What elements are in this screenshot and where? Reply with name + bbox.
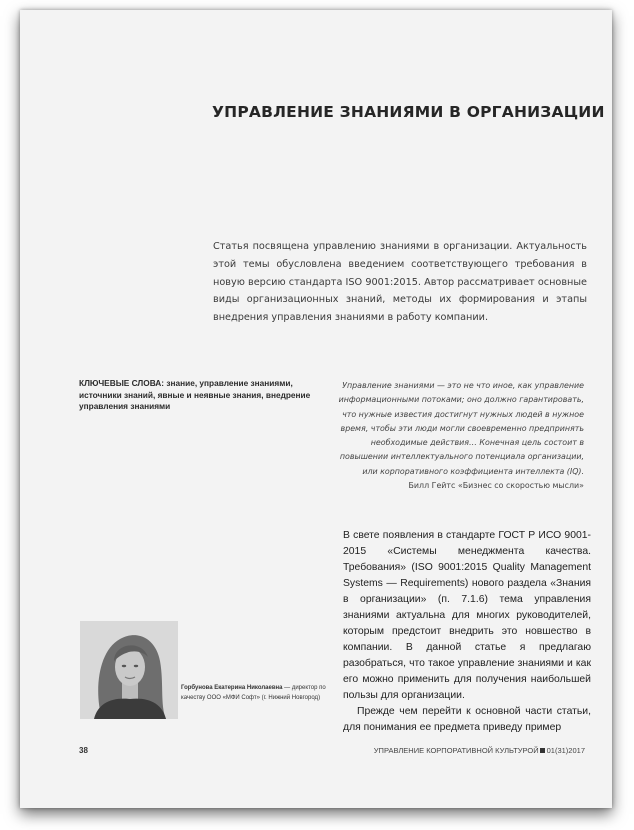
author-caption bbox=[181, 684, 331, 703]
article-body bbox=[343, 528, 591, 736]
epigraph-attribution: Билл Гейтс «Бизнес со скоростью мысли» bbox=[408, 481, 584, 491]
journal-name: УПРАВЛЕНИЕ КОРПОРАТИВНОЙ КУЛЬТУРОЙ bbox=[373, 746, 539, 755]
epigraph-quote: Управление знаниями — это не что иное, как управление информационными потоками; оно должно гарантировать, что нужные известия достигнут нужных людей в нужное время, чтобы эти люди могли своевременно предпринять необходимые действия… Конечная цель состоит в повышении интеллектуального потенциала организации, или корпоративного коэффициента интеллекта (IQ). bbox=[338, 381, 584, 476]
issue-number: 01(31)2017 bbox=[546, 746, 585, 755]
author-role: — директор по качеству ООО «МФИ Софт» (г. Нижний Новгород) bbox=[181, 685, 326, 701]
body-paragraph: Прежде чем перейти к основной части статьи, для понимания ее предмета приведу пример bbox=[343, 706, 591, 733]
epigraph bbox=[338, 379, 584, 493]
author-portrait-image bbox=[80, 621, 178, 719]
keywords: КЛЮЧЕВЫЕ СЛОВА: знание, управление знаниями, источники знаний, явные и неявные знания, внедрение управления знаниями bbox=[79, 378, 311, 411]
author-photo bbox=[80, 621, 178, 719]
magazine-page bbox=[20, 10, 612, 808]
running-footer bbox=[374, 746, 585, 755]
square-bullet-icon bbox=[540, 748, 545, 753]
author-name: Горбунова Екатерина Николаевна bbox=[181, 685, 283, 691]
article-title: УПРАВЛЕНИЕ ЗНАНИЯМИ В ОРГАНИЗАЦИИ bbox=[212, 103, 605, 121]
page-number: 38 bbox=[79, 746, 88, 755]
article-lead: Статья посвящена управлению знаниями в организации. Актуальность этой темы обусловлена введением соответствующего требования в новую версию стандарта ISO 9001:2015. Автор рассматривает основные виды организационных знаний, методы их формирования и этапы внедрения управления знаниями в работу компании. bbox=[213, 241, 587, 324]
body-paragraph: В свете появления в стандарте ГОСТ Р ИСО 9001-2015 «Системы менеджмента качества. Требования» (ISO 9001:2015 Quality Management Systems — Requirements) нового раздела «Знания в организации» (п. 7.1.6) тема управления знаниями актуальна для многих руководителей, которым предстоит внедрить это новшество в компании. В данной статье я предлагаю разобраться, что такое управление знаниями и как его можно применить для получения наибольшей пользы для организации. bbox=[343, 530, 591, 701]
